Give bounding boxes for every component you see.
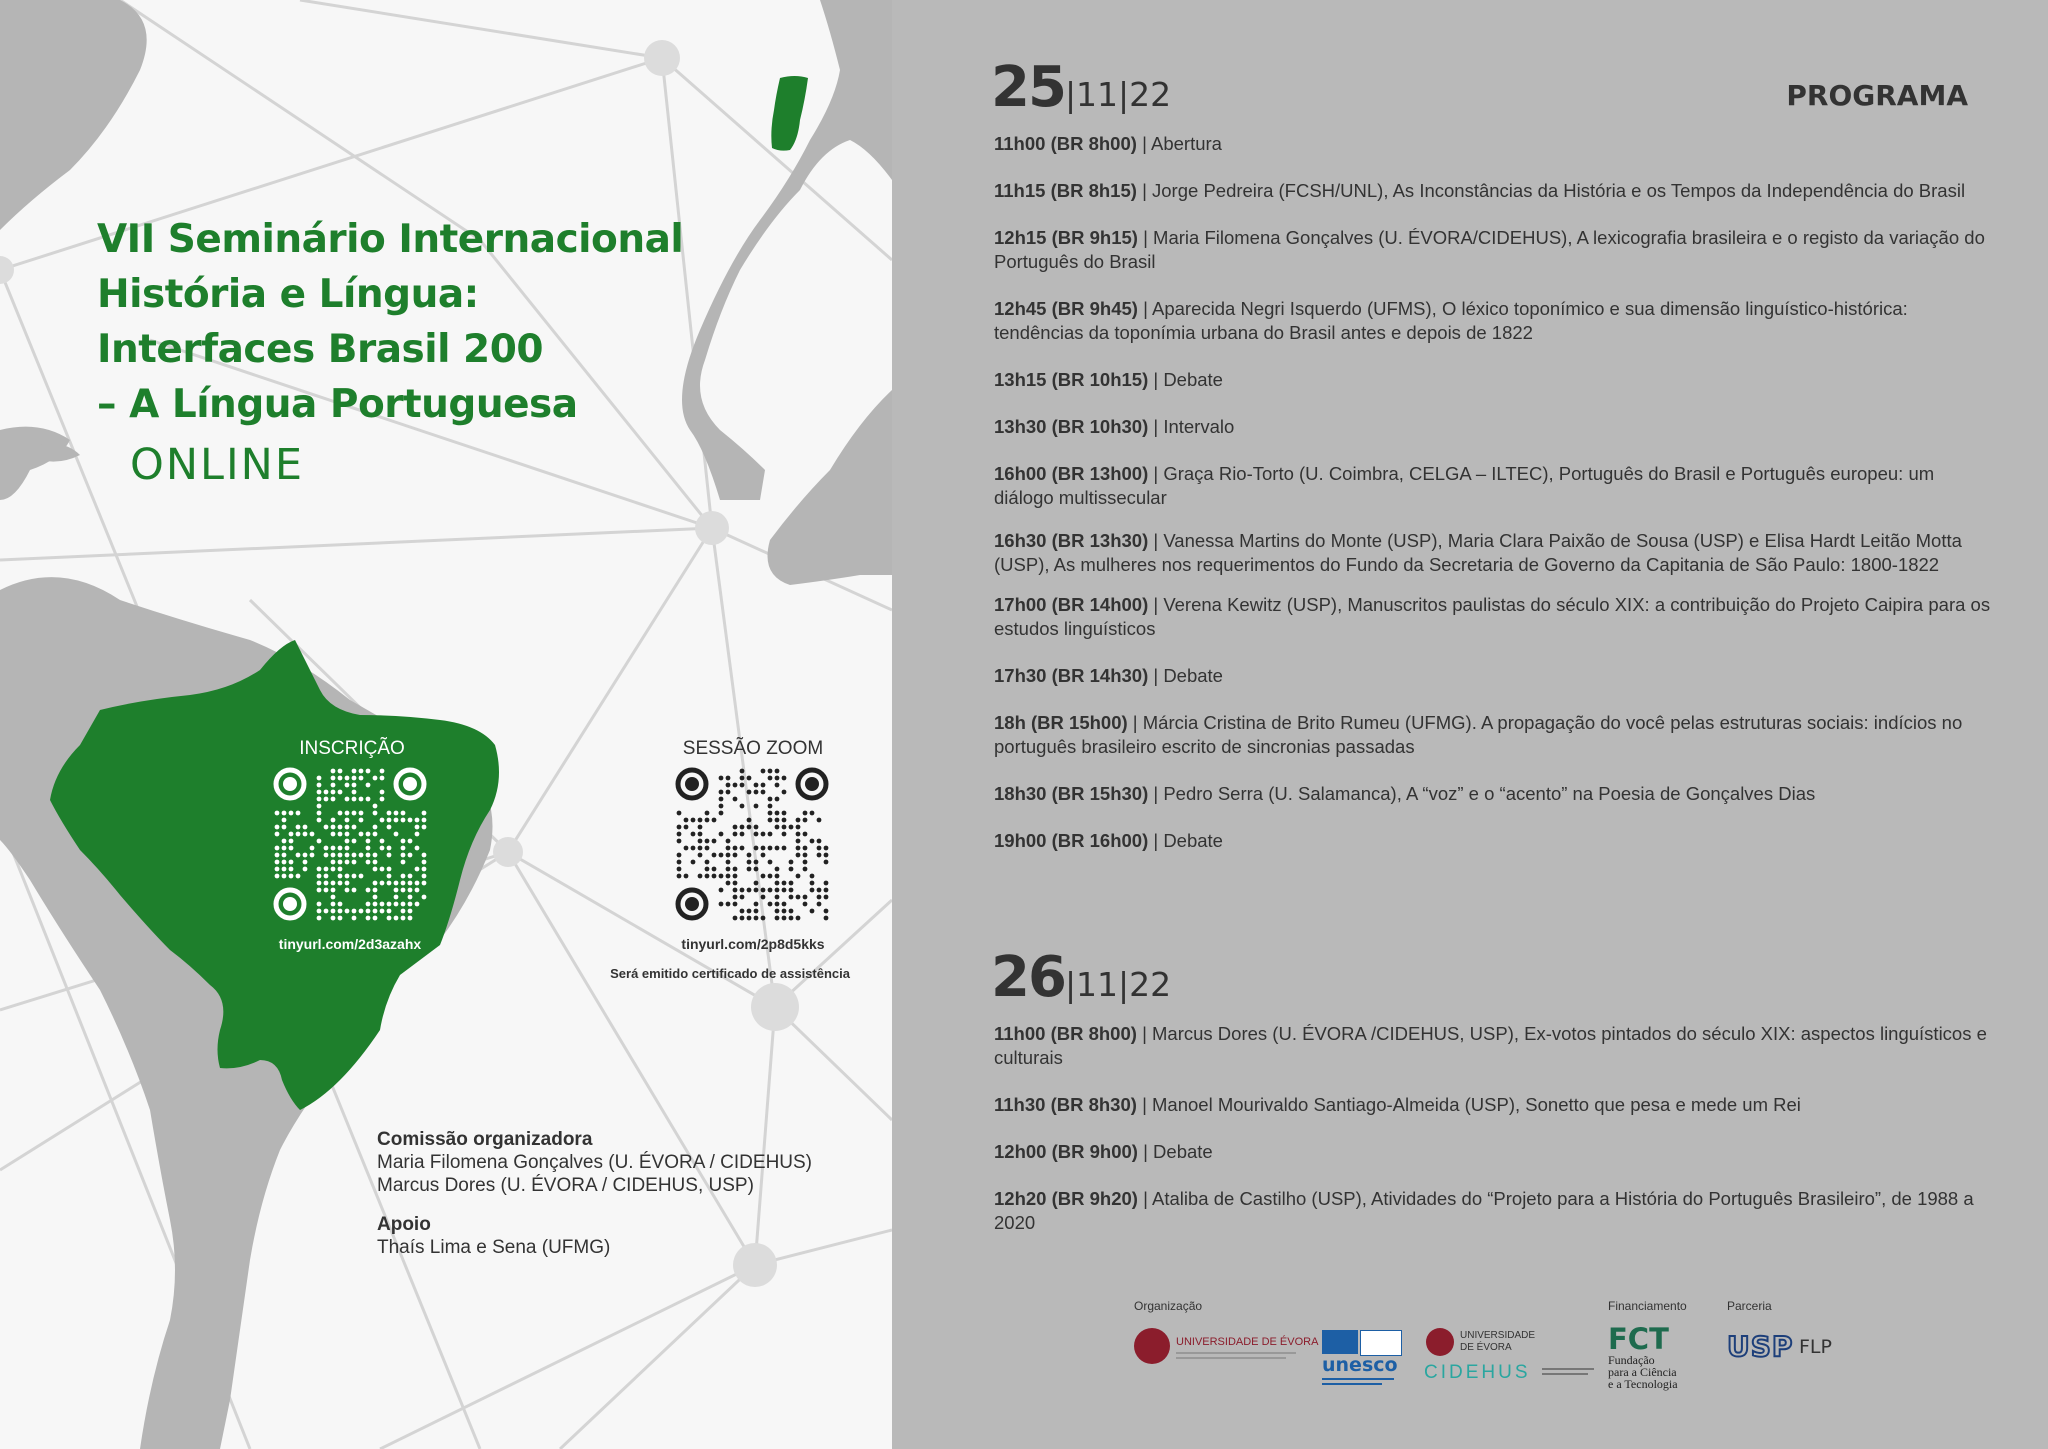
uevora-cidehus-logo: UNIVERSIDADE DE ÉVORA CIDEHUS (1424, 1326, 1604, 1386)
schedule-item: 17h00 (BR 14h00) | Verena Kewitz (USP), Manuscritos paulistas do século XIX: a contribuição do Projeto Caipira para os estudos linguísticos (994, 594, 1991, 639)
day-month-year: |11|22 (1064, 75, 1172, 114)
support-heading: Apoio (377, 1214, 431, 1235)
schedule-item: 18h30 (BR 15h30) | Pedro Serra (U. Salamanca), A “voz” e o “acento” na Poesia de Gonçalves Dias (994, 783, 1816, 804)
event-title-line: Interfaces Brasil 200 (97, 327, 543, 372)
support-member: Thaís Lima e Sena (UFMG) (377, 1237, 611, 1258)
schedule-item: 12h00 (BR 9h00) | Debate (994, 1141, 1213, 1162)
registration-label: INSCRIÇÃO (299, 738, 405, 759)
schedule-item: 13h30 (BR 10h30) | Intervalo (994, 416, 1235, 437)
day-2-schedule (994, 1022, 1994, 1235)
committee-heading: Comissão organizadora (377, 1129, 593, 1150)
schedule-item: 12h15 (BR 9h15) | Maria Filomena Gonçalves (U. ÉVORA/CIDEHUS), A lexicografia brasileira e o registo da variação do Português do Brasil (994, 227, 1985, 272)
day-1-schedule (994, 132, 1994, 853)
uevora-logo: UNIVERSIDADE DE ÉVORA (1134, 1326, 1309, 1376)
committee-member: Maria Filomena Gonçalves (U. ÉVORA / CIDEHUS) (377, 1152, 813, 1173)
program-panel (892, 0, 2048, 1449)
schedule-item: 11h00 (BR 8h00) | Abertura (994, 133, 1222, 154)
schedule-item: 16h00 (BR 13h00) | Graça Rio-Torto (U. Coimbra, CELGA – ILTEC), Português do Brasil e Português europeu: um diálogo multissecular (994, 463, 1935, 508)
zoom-label: SESSÃO ZOOM (682, 738, 824, 759)
poster-left-panel (0, 0, 892, 1449)
schedule-item: 11h00 (BR 8h00) | Marcus Dores (U. ÉVORA /CIDEHUS, USP), Ex-votos pintados do século XIX: aspectos linguísticos e culturais (994, 1023, 1987, 1068)
schedule-item: 18h (BR 15h00) | Márcia Cristina de Brito Rumeu (UFMG). A propagação do você pelas estruturas sociais: indícios no português brasileiro escrito de sincronias passadas (994, 712, 1963, 757)
zoom-qr-code[interactable] (674, 766, 830, 922)
parceria-caption: Parceria (1727, 1299, 1772, 1313)
event-mode: ONLINE (130, 440, 304, 490)
committee-member: Marcus Dores (U. ÉVORA / CIDEHUS, USP) (377, 1175, 754, 1196)
schedule-item: 16h30 (BR 13h30) | Vanessa Martins do Monte (USP), Maria Clara Paixão de Sousa (USP) e Elisa Hardt Leitão Motta (USP), As mulheres nos requerimentos do Fundo da Secretaria de Governo da Capitania de São Paulo: 1800-1822 (994, 530, 1962, 575)
program-heading: PROGRAMA (1786, 79, 1968, 112)
usp-flp-logo: USP FLP (1727, 1330, 1832, 1363)
certificate-note: Será emitido certificado de assistência (610, 966, 850, 981)
schedule-item: 13h15 (BR 10h15) | Debate (994, 369, 1223, 390)
day-number: 26 (991, 945, 1065, 1010)
day-heading-1 (991, 55, 1171, 120)
registration-qr-code[interactable] (272, 766, 428, 922)
zoom-url-link[interactable]: tinyurl.com/2p8d5kks (681, 936, 825, 952)
registration-url-link[interactable]: tinyurl.com/2d3azahx (278, 936, 422, 952)
credits-block (377, 1128, 812, 1259)
event-title (97, 212, 797, 432)
organizacao-caption: Organização (1134, 1299, 1203, 1313)
portugal-shape (771, 76, 808, 151)
day-number: 25 (991, 55, 1065, 120)
fct-logo: FCT Fundação para a Ciência e a Tecnologia (1608, 1322, 1678, 1391)
schedule-item: 11h15 (BR 8h15) | Jorge Pedreira (FCSH/UNL), As Inconstâncias da História e os Tempos da Independência do Brasil (994, 180, 1966, 201)
day-month-year: |11|22 (1064, 965, 1172, 1004)
schedule-item: 19h00 (BR 16h00) | Debate (994, 830, 1223, 851)
event-title-line: – A Língua Portuguesa (97, 382, 578, 427)
event-title-line: VII Seminário Internacional (97, 217, 684, 262)
schedule-item: 12h20 (BR 9h20) | Ataliba de Castilho (USP), Atividades do “Projeto para a História do Português Brasileiro”, de 1988 a 2020 (994, 1188, 1974, 1233)
schedule-item: 11h30 (BR 8h30) | Manoel Mourivaldo Santiago-Almeida (USP), Sonetto que pesa e mede um Rei (994, 1094, 1801, 1115)
financiamento-caption: Financiamento (1608, 1299, 1687, 1313)
schedule-item: 17h30 (BR 14h30) | Debate (994, 665, 1223, 686)
schedule-item: 12h45 (BR 9h45) | Aparecida Negri Isquerdo (UFMS), O léxico toponímico e sua dimensão linguístico-histórica: tendências da toponímia urbana do Brasil antes e depois de 1822 (994, 298, 1908, 343)
sponsor-logos (892, 1290, 2048, 1440)
event-title-line: História e Língua: (97, 272, 479, 317)
unesco-logo: unesco (1322, 1330, 1402, 1390)
day-heading-2 (991, 945, 1171, 1010)
